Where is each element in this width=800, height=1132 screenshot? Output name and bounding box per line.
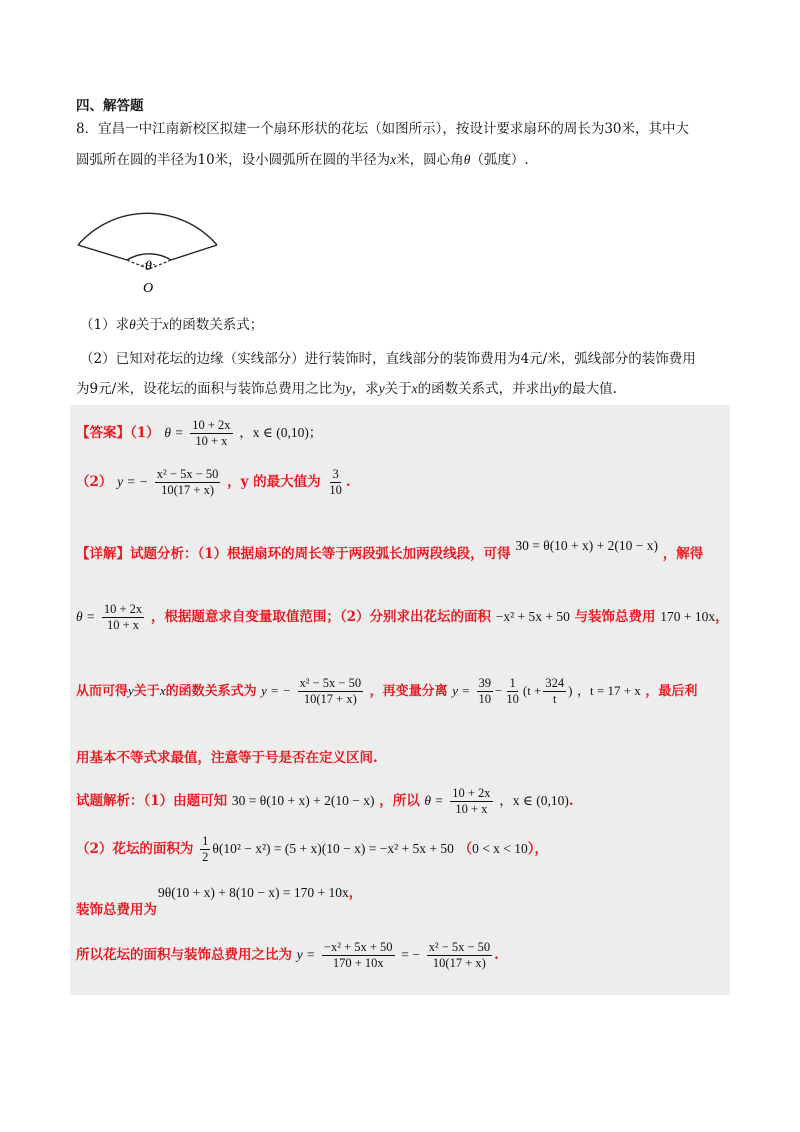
figure-theta-label: θ xyxy=(145,259,152,274)
detail-line-8: 装饰总费用为 xyxy=(76,902,157,918)
detail-line-5: 试题解析：（1）由题可知 30 = θ(10 + x) + 2(10 − x) ，所以 θ = $\frac{10 + 2x}{10 + x}$ ，x ∈ (0,10). xyxy=(76,786,574,816)
annular-sector-figure xyxy=(74,186,224,298)
detail-line-9: 所以花坛的面积与装饰总费用之比为 y = $\frac{\text{−x² + 5x + 50}}{170 + 10x}$ = − $\frac{\text{x² − 5x − 50}}{10(17 + x)}$ . xyxy=(76,940,499,970)
figure-origin-label: O xyxy=(143,281,154,296)
answer-line-2: （2） y = − $\frac{\text{x² − 5x − 50}}{10(17 + x)}$ ，y 的最大值为 $\frac{3}{10}$ . xyxy=(76,467,351,497)
detail-line-4: 用基本不等式求最值，注意等于号是否在定义区间. xyxy=(76,750,378,766)
question-2-line-2: 为9元/米，设花坛的面积与装饰总费用之比为y，求y关于x的函数关系式，并求出y的最大值. xyxy=(76,381,617,397)
detail-line-2: θ = $\frac{10 + 2x}{10 + x}$ ，根据题意求自变量取值范围；（2）分别求出花坛的面积 −x² + 5x + 50 与装饰总费用 170 + 10x， xyxy=(76,602,729,632)
detail-line-3: 从而可得y关于x的函数关系式为 y = − $\frac{\text{x² − 5x − 50}}{10(17 + x)}$ ，再变量分离 y = $\frac{39}{10}$ − $\frac{1}{10}$ (t + $\frac{324}{t}$ ) ，t = 17 + x ，最后利 xyxy=(76,676,698,706)
detail-line-6: （2）花坛的面积为 $\frac{1}{2}$ θ(10² − x²) = (5 + x)(10 − x) = −x² + 5x + 50 （0 < x < 10）， xyxy=(76,834,549,864)
answer-line-1: 【答案】（1） θ = $\frac{10 + 2x}{10 + x}$ ，x ∈ (0,10)； xyxy=(76,418,323,448)
problem-line-1: 8．宜昌一中江南新校区拟建一个扇环形状的花坛（如图所示），按设计要求扇环的周长为30米，其中大 xyxy=(76,121,690,137)
detail-line-1: 【详解】试题分析：（1）根据扇环的周长等于两段弧长加两段线段，可得 30 = θ(10 + x) + 2(10 − x) ，解得 xyxy=(76,538,704,562)
question-2-line-1: （2）已知对花坛的边缘（实线部分）进行装饰时，直线部分的装饰费用为4元/米，弧线部分的装饰费用 xyxy=(80,351,696,367)
question-1: （1）求θ关于x的函数关系式； xyxy=(80,317,264,333)
section-title: 四、解答题 xyxy=(76,98,144,114)
detail-line-7-equation: 9θ(10 + x) + 8(10 − x) = 170 + 10x， xyxy=(158,885,363,901)
problem-line-2: 圆弧所在圆的半径为10米，设小圆弧所在圆的半径为x米，圆心角θ（弧度）. xyxy=(76,152,529,168)
